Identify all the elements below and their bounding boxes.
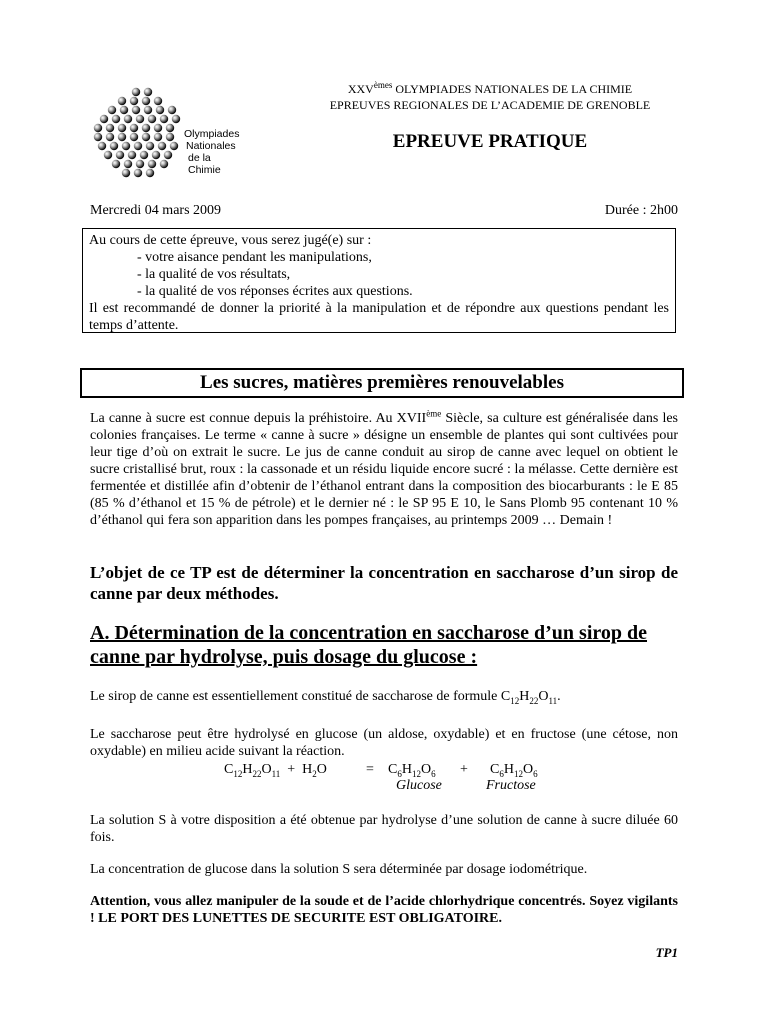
- logo-dot: [160, 160, 168, 168]
- logo-dot: [130, 97, 138, 105]
- logo-dot: [140, 151, 148, 159]
- olympiades-logo: [92, 84, 242, 184]
- logo-dot: [124, 115, 132, 123]
- logo-dot: [132, 106, 140, 114]
- logo-dot: [112, 160, 120, 168]
- logo-dot: [148, 115, 156, 123]
- logo-dot: [156, 106, 164, 114]
- logo-dot: [98, 142, 106, 150]
- intro-paragraph: La canne à sucre est connue depuis la préhistoire. Au XVIIème Siècle, sa culture est généralisée dans les colonies françaises. Le terme « canne à sucre » désigne un ensemble de plantes qui sont cultivées pour leur tige d’où on extrait le sucre. Le jus de canne conduit au sirop de canne avec lequel on obtient le sucre cristallisé brut, roux : la cassonade et un résidu liquide encore sucré : la mélasse. Cette dernière est fermentée et distillée afin d’obtenir de l’éthanol entrant dans la composition des biocarburants : le E 85 (85 % d’éthanol et 15 % de pétrole) et le dernier né : le SP 95 E 10, le Sans Plomb 95 contenant 10 % d’éthanol qui fera son apparition dans les pompes françaises, au printemps 2009 … Demain !: [90, 408, 678, 528]
- logo-dot: [134, 142, 142, 150]
- logo-dot: [110, 142, 118, 150]
- header-line-2: EPREUVES REGIONALES DE L’ACADEMIE DE GRENOBLE: [329, 98, 651, 112]
- page-title: EPREUVE PRATIQUE: [392, 131, 588, 152]
- logo-dot: [108, 106, 116, 114]
- logo-dot: [152, 151, 160, 159]
- box-item-3: - la qualité de vos réponses écrites aux questions.: [137, 284, 413, 299]
- header-line-1: XXVèmes OLYMPIADES NATIONALES DE LA CHIMIE: [347, 80, 633, 96]
- box-recommendation: Il est recommandé de donner la priorité à la manipulation et de répondre aux questions pendant les temps d’attente.: [89, 301, 669, 333]
- box-item-1: - votre aisance pendant les manipulations,: [137, 250, 372, 265]
- logo-dot: [122, 169, 130, 177]
- logo-dot: [116, 151, 124, 159]
- logo-dot: [154, 97, 162, 105]
- exam-date: Mercredi 04 mars 2009: [90, 203, 222, 218]
- logo-dot: [144, 88, 152, 96]
- logo-dot: [166, 124, 174, 132]
- logo-line-1: Olympiades: [184, 128, 240, 140]
- section-a-heading: A. Détermination de la concentration en saccharose d’un sirop de canne par hydrolyse, puis dosage du glucose :: [90, 622, 648, 668]
- logo-dot: [132, 88, 140, 96]
- label-fructose: Fructose: [486, 778, 536, 793]
- paragraph-hydrolysis: Le saccharose peut être hydrolysé en glucose (un aldose, oxydable) et en fructose (une cétose, non oxydable) en milieu acide suivant la réaction.: [90, 727, 678, 759]
- logo-dot: [134, 169, 142, 177]
- logo-dot: [154, 133, 162, 141]
- logo-dot: [118, 97, 126, 105]
- logo-dot: [158, 142, 166, 150]
- logo-dot: [106, 124, 114, 132]
- safety-warning: Attention, vous allez manipuler de la soude et de l’acide chlorhydrique concentrés. Soyez vigilants ! LE PORT DES LUNETTES DE SECURITE EST OBLIGATOIRE.: [90, 894, 678, 926]
- logo-dot: [136, 160, 144, 168]
- logo-dot: [104, 151, 112, 159]
- logo-dot: [142, 133, 150, 141]
- logo-dot: [130, 124, 138, 132]
- logo-dot: [100, 115, 108, 123]
- equation-lhs: $C_{12}H_{22}O_{11} + H_2O$: [224, 762, 327, 779]
- logo-dot: [94, 124, 102, 132]
- logo-dot: [146, 169, 154, 177]
- page-footer: TP1: [655, 945, 678, 960]
- logo-dot: [142, 124, 150, 132]
- logo-line-3: de la Chimie: [188, 152, 221, 176]
- equation-equals: =: [366, 762, 374, 777]
- objective-statement: L’objet de ce TP est de déterminer la concentration en saccharose d’un sirop de canne par deux méthodes.: [90, 563, 678, 603]
- paragraph-formula: Le sirop de canne est essentiellement constitué de saccharose de formule $C_{12}H_{22}O_{11}$.: [90, 689, 561, 706]
- logo-dot: [128, 151, 136, 159]
- logo-dot: [130, 133, 138, 141]
- instructions-box: [82, 228, 676, 333]
- logo-dot: [160, 115, 168, 123]
- equation-product-1: $C_6H_{12}O_6$: [388, 762, 436, 779]
- paragraph-solution-s: La solution S à votre disposition a été obtenue par hydrolyse d’une solution de canne à sucre diluée 60 fois.: [90, 813, 678, 845]
- box-item-2: - la qualité de vos résultats,: [137, 267, 291, 282]
- main-title: Les sucres, matières premières renouvelables: [80, 368, 684, 398]
- paragraph-dosage: La concentration de glucose dans la solution S sera déterminée par dosage iodométrique.: [90, 862, 588, 877]
- equation-product-2: $C_6H_{12}O_6$: [490, 762, 538, 779]
- logo-dot: [136, 115, 144, 123]
- logo-dot: [124, 160, 132, 168]
- logo-dot: [122, 142, 130, 150]
- logo-dot: [106, 133, 114, 141]
- logo-dot: [170, 142, 178, 150]
- logo-dot: [118, 133, 126, 141]
- logo-dot: [148, 160, 156, 168]
- logo-dot: [166, 133, 174, 141]
- logo-line-2: Nationales: [186, 140, 236, 152]
- exam-duration: Durée : 2h00: [604, 203, 678, 218]
- logo-dot: [172, 115, 180, 123]
- equation-plus: +: [460, 762, 468, 777]
- logo-dot: [118, 124, 126, 132]
- logo-dot: [168, 106, 176, 114]
- logo-dot: [120, 106, 128, 114]
- logo-dot: [112, 115, 120, 123]
- label-glucose: Glucose: [396, 778, 442, 793]
- logo-text: [184, 128, 242, 176]
- logo-dot: [144, 106, 152, 114]
- logo-dot: [146, 142, 154, 150]
- logo-dot: [154, 124, 162, 132]
- box-intro: Au cours de cette épreuve, vous serez jugé(e) sur :: [89, 233, 372, 248]
- logo-dot: [142, 97, 150, 105]
- logo-dot: [94, 133, 102, 141]
- logo-dot: [164, 151, 172, 159]
